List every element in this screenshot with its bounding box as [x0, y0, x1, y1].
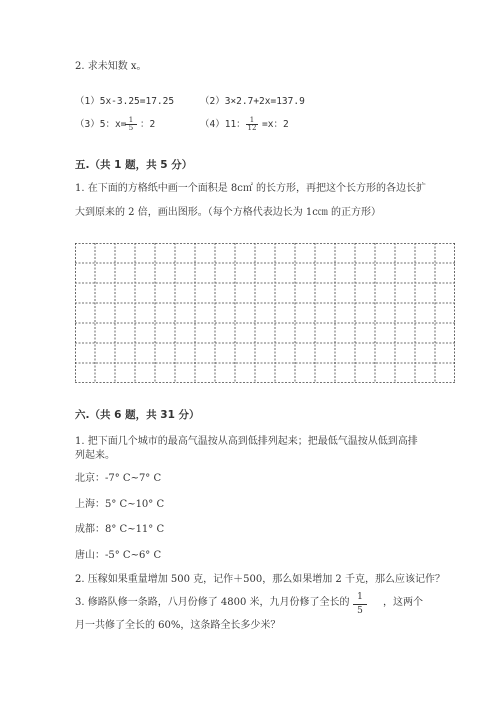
fraction-denominator: 12: [247, 124, 257, 132]
equation-4-fraction: [246, 117, 258, 132]
city-tangshan: 唐山：-5° C~6° C: [75, 550, 162, 561]
section-5-q1-line1: 1. 在下面的方格纸中画一个面积是 8c㎡ 的长方形，再把这个长方形的各边长扩: [75, 183, 427, 194]
section-6-q3-part1: 3. 修路队修一条路，八月份修了 4800 米，九月份修了全长的: [75, 597, 350, 608]
section-5-q1-line2: 大到原来的 2 倍，画出图形。（每个方格代表边长为 1c㎝ 的正方形）: [75, 207, 382, 218]
equation-2: （2）3×2.7+2x=137.9: [200, 96, 305, 107]
fraction-denominator: 5: [357, 606, 363, 616]
section-6-q2: 2. 压稼如果重量增加 500 克，记作＋500，那么如果增加 2 千克，那么应该记作？: [75, 574, 445, 585]
equation-3-fraction: [125, 117, 137, 132]
q2-heading: 2. 求未知数 x。: [75, 61, 147, 72]
equation-1: （1）5x-3.25=17.25: [75, 96, 175, 107]
section-6-q1-line1: 1. 把下面几个城市的最高气温按从高到低排列起来；把最低气温按从低到高排: [75, 436, 418, 447]
fraction-numerator: 1: [125, 117, 137, 125]
city-shanghai: 上海：5° C~10° C: [75, 499, 165, 510]
section-6-q3-line2: 月一共修了全长的 60%，这条路全长多少米？: [75, 620, 281, 631]
section-6-q1-line2: 列起来。: [75, 450, 115, 461]
equation-3-right: ：2: [140, 119, 156, 130]
fraction-numerator: 1: [246, 117, 258, 125]
section-6-title: 六.（共 6 题，共 31 分）: [75, 409, 200, 421]
city-chengdu: 成都：8° C~11° C: [75, 524, 165, 535]
city-beijing: 北京：-7° C~7° C: [75, 473, 162, 484]
section-6-q3-part2: ，这两个: [383, 597, 423, 608]
section-6-q3-fraction: [353, 592, 367, 617]
grid-paper: [75, 243, 455, 383]
section-5-title: 五.（共 1 题，共 5 分）: [75, 159, 193, 171]
equation-4-right: =x：2: [262, 119, 289, 130]
equation-4-left: （4）11：: [200, 119, 246, 130]
fraction-denominator: 5: [128, 124, 134, 132]
equation-3-left: （3）5：x=: [75, 119, 127, 130]
fraction-numerator: 1: [353, 592, 367, 605]
